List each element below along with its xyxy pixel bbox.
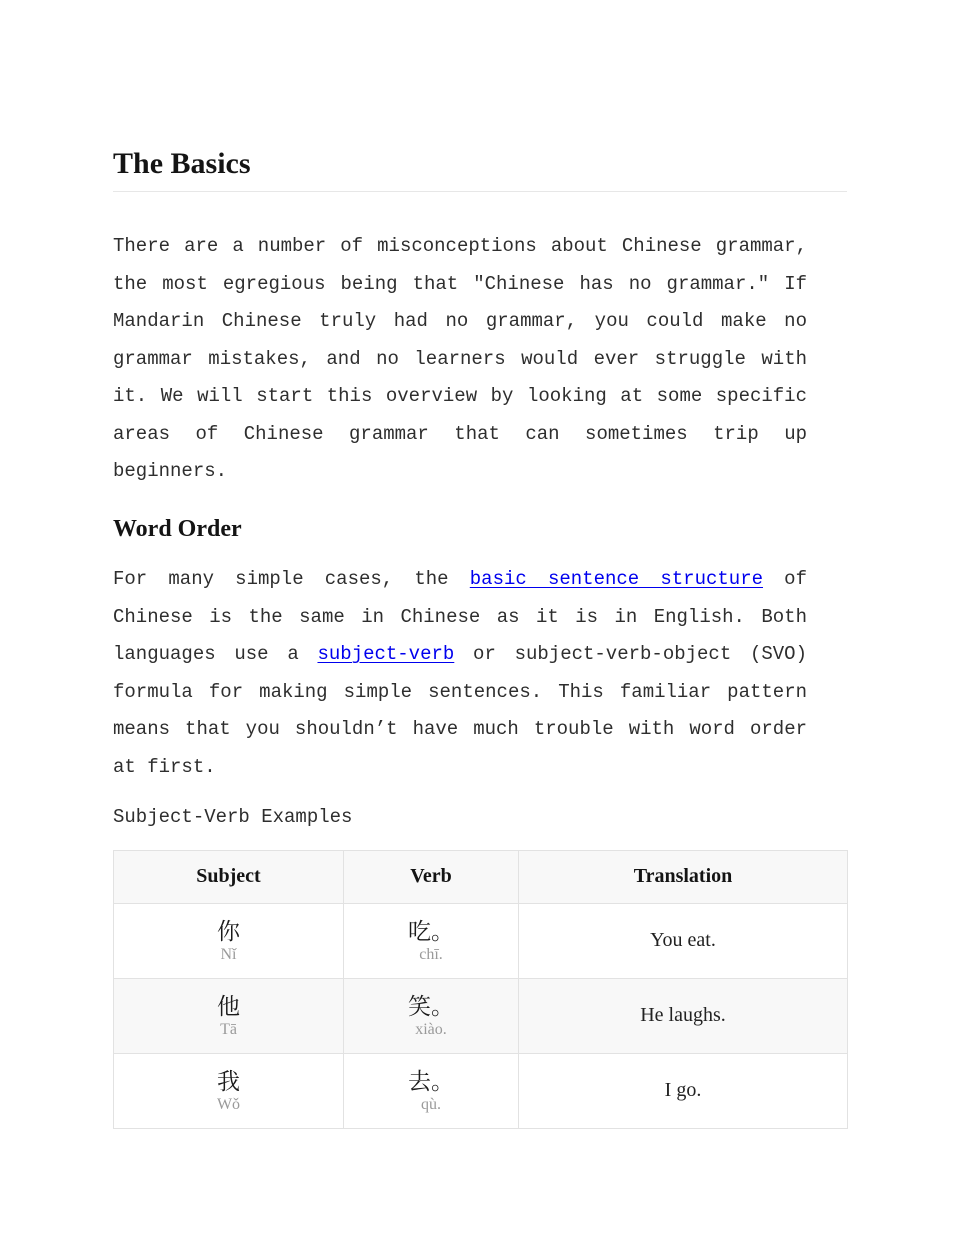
column-header-subject: Subject	[114, 850, 344, 903]
subject-cell	[114, 978, 344, 1053]
table-row	[114, 978, 848, 1053]
section-title-word-order: Word Order	[113, 515, 242, 542]
translation-cell	[519, 903, 848, 978]
subject-hanzi: 他	[217, 992, 240, 1019]
text-segment: of Chinese is the same in Chinese as it is in English. Both languages use a	[113, 568, 807, 666]
intro-paragraph: There are a number of misconceptions about Chinese grammar, the most egregious being that "Chinese has no grammar." If Mandarin Chinese truly had no grammar, you could make no grammar mistakes, and no learners would ever struggle with it. We will start this overview by looking at some specific areas of Chinese grammar that can sometimes trip up beginners.	[113, 235, 807, 482]
verb-pinyin: xiào.	[415, 1020, 447, 1038]
table-caption: Subject-Verb Examples	[113, 806, 353, 829]
subject-hanzi: 你	[217, 917, 240, 944]
page-title: The Basics	[113, 147, 251, 180]
verb-cell	[344, 1053, 519, 1128]
column-header-translation: Translation	[519, 850, 848, 903]
translation-cell	[519, 1053, 848, 1128]
table-header-row	[114, 850, 848, 903]
subject-hanzi: 我	[217, 1067, 240, 1094]
verb-hanzi: 吃。	[408, 917, 454, 944]
table-row	[114, 1053, 848, 1128]
verb-hanzi: 去。	[408, 1067, 454, 1094]
verb-pinyin: chī.	[419, 945, 443, 963]
subject-pinyin: Nǐ	[220, 945, 237, 963]
table-row	[114, 903, 848, 978]
column-header-verb: Verb	[344, 850, 519, 903]
link-basic-sentence-structure[interactable]: basic sentence structure	[469, 568, 763, 591]
subject-pinyin: Wǒ	[216, 1095, 241, 1113]
translation-text: You eat.	[650, 929, 716, 952]
verb-cell	[344, 978, 519, 1053]
text-segment: or subject-verb-object (SVO) formula for making simple sentences. This familiar pattern means that you shouldn’t have much trouble with word order at first.	[113, 643, 807, 778]
verb-pinyin: qù.	[421, 1095, 441, 1113]
translation-cell	[519, 978, 848, 1053]
text-segment: For many simple cases, the	[113, 568, 470, 591]
verb-cell	[344, 903, 519, 978]
subject-cell	[114, 1053, 344, 1128]
subject-cell	[114, 903, 344, 978]
verb-hanzi: 笑。	[408, 992, 454, 1019]
subject-pinyin: Tā	[220, 1020, 237, 1038]
translation-text: He laughs.	[640, 1004, 726, 1027]
title-divider	[113, 191, 847, 192]
link-subject-verb[interactable]: subject-verb	[317, 643, 455, 666]
translation-text: I go.	[664, 1079, 702, 1102]
word-order-paragraph	[113, 561, 807, 786]
examples-table	[113, 850, 848, 1129]
